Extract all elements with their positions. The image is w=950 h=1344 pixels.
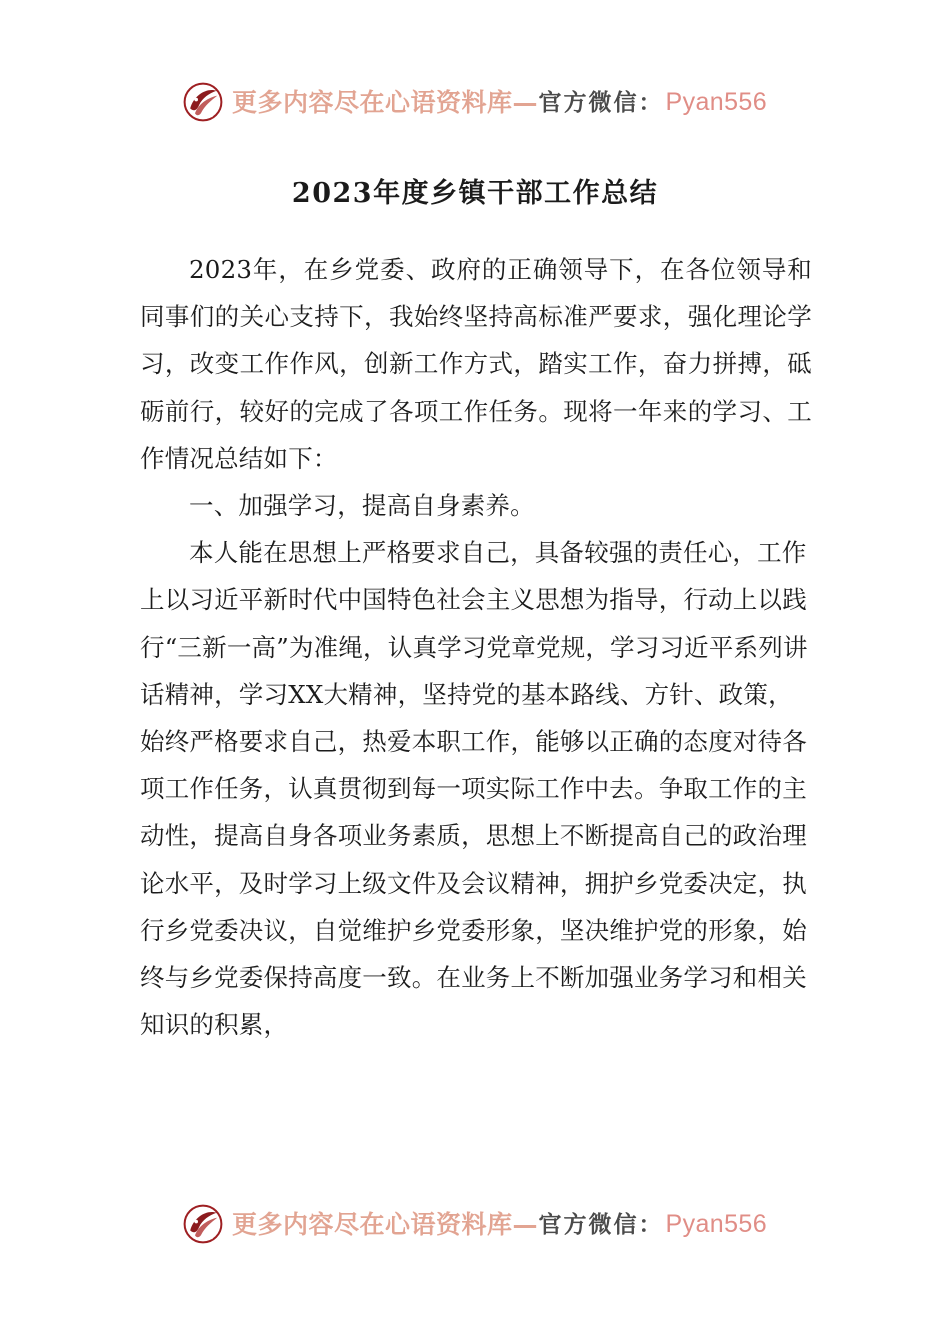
page-title: 2023年度乡镇干部工作总结	[291, 178, 659, 209]
header-watermark	[0, 82, 950, 122]
watermark-brand-text: 更多内容尽在心语资料库	[231, 87, 513, 117]
watermark-wechat-label: 官方微信：	[538, 1210, 664, 1238]
watermark-wechat-label: 官方微信：	[538, 88, 664, 116]
xinyu-logo-icon	[183, 82, 223, 122]
watermark-wechat-id: Pyan556	[665, 87, 767, 116]
watermark-wechat-id: Pyan556	[665, 1209, 767, 1238]
footer-watermark	[0, 1204, 950, 1244]
watermark-dash: —	[512, 1209, 538, 1239]
watermark-dash: —	[512, 87, 538, 117]
section-heading-1: 一、加强学习，提高自身素养。	[189, 491, 535, 521]
paragraph-section-1-body: 本人能在思想上严格要求自己，具备较强的责任心，工作上以习近平新时代中国特色社会主义思想为指导，行动上以践行“三新一高”为准绳，认真学习党章党规，学习习近平系列讲话精神，学习XX大精神，坚持党的基本路线、方针、政策，始终严格要求自己，热爱本职工作，能够以正确的态度对待各项工作任务，认真贯彻到每一项实际工作中去。争取工作的主动性，提高自身各项业务素质，思想上不断提高自己的政治理论水平，及时学习上级文件及会议精神，拥护乡党委决定，执行乡党委决议，自觉维护乡党委形象，坚决维护党的形象，始终与乡党委保持高度一致。在业务上不断加强业务学习和相关知识的积累，	[140, 538, 808, 1040]
document-body	[140, 246, 812, 1048]
watermark-brand-text: 更多内容尽在心语资料库	[231, 1209, 513, 1239]
paragraph-intro: 2023年，在乡党委、政府的正确领导下，在各位领导和同事们的关心支持下，我始终坚持高标准严要求，强化理论学习，改变工作作风，创新工作方式，踏实工作，奋力拼搏，砥砺前行，较好的完成了各项工作任务。现将一年来的学习、工作情况总结如下：	[140, 255, 812, 473]
xinyu-logo-icon	[183, 1204, 223, 1244]
